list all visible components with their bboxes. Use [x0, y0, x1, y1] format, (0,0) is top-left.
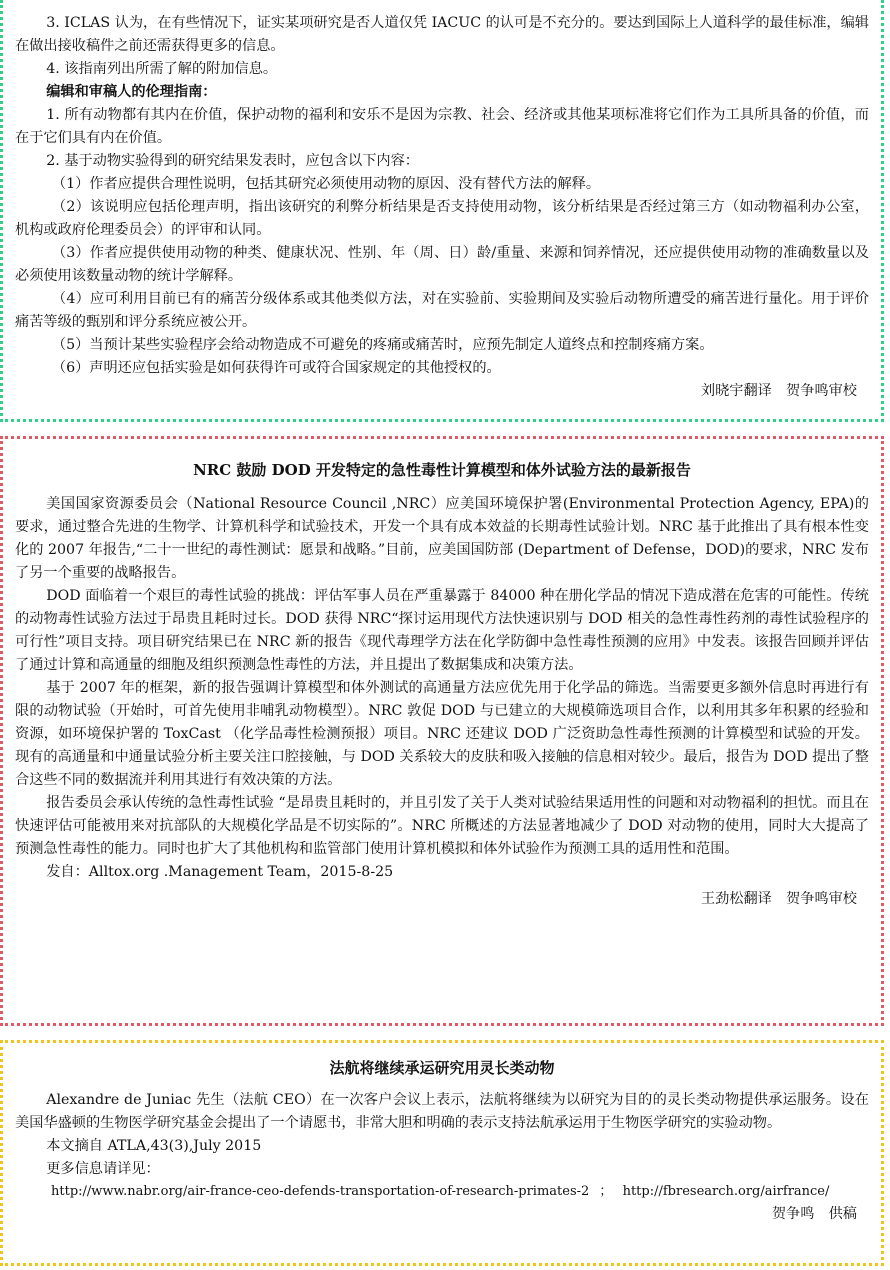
- paragraph-dod-challenge: DOD 面临着一个艰巨的毒性试验的挑战：评估军事人员在严重暴露于 84000 种在册化学品的情况下造成潜在危害的可能性。传统的动物毒性试验方法过于昂贵且耗时过长。DOD 获得 NRC“探讨运用现代方法快速识别与 DOD 相关的急性毒性药剂的毒性试验程序的可行性”项目支持。项目研究结果已在 NRC 新的报告《现代毒理学方法在化学防御中急性毒性预测的应用》中发表。该报告回顾并评估了通过计算和高通量的细胞及组织预测急性毒性的方法，并且提出了数据集成和决策方法。: [15, 588, 869, 673]
- nrc-report-section: [0, 436, 884, 1026]
- paragraph-framework: 基于 2007 年的框架，新的报告强调计算模型和体外测试的高通量方法应优先用于化学品的筛选。当需要更多额外信息时再进行有限的动物试验（开始时，可首先使用非哺乳动物模型）。NRC 敦促 DOD 与已建立的大规模筛选项目合作，以利用其多年积累的经验和资源，如环境保护署的 ToxCast （化学品毒性检测预报）项目。NRC 还建议 DOD 广泛资助急性毒性预测的计算模型和试验的开发。现有的高通量和中通量试验分析主要关注口腔接触，与 DOD 关系较大的皮肤和吸入接触的信息相对较少。最后，报告为 DOD 提出了整合这些不同的数据流并利用其进行有效决策的方法。: [15, 680, 869, 788]
- list-item: （4）应可利用目前已有的痛苦分级体系或其他类似方法，对在实验前、实验期间及实验后动物所遭受的痛苦进行量化。用于评价痛苦等级的甄别和评分系统应被公开。: [15, 291, 869, 330]
- air-france-section: [0, 1040, 884, 1266]
- list-item: （2）该说明应包括伦理声明，指出该研究的利弊分析结果是否支持使用动物，该分析结果是否经过第三方（如动物福利办公室，机构或政府伦理委员会）的评审和认同。: [15, 199, 869, 238]
- source-line: 发自：Alltox.org .Management Team，2015-8-25: [46, 864, 394, 880]
- translator-credit: 王劲松翻译 贺争鸣审校: [700, 891, 857, 907]
- paragraph-intrinsic-value: 1. 所有动物都有其内在价值，保护动物的福利和安乐不是因为宗教、社会、经济或其他某项标准将它们作为工具所具备的价值，而在于它们具有内在价值。: [15, 107, 869, 146]
- contributor-credit: 贺争鸣 供稿: [771, 1206, 857, 1222]
- ethics-guideline-section: [0, 0, 884, 422]
- paragraph-air-france: Alexandre de Juniac 先生（法航 CEO）在一次客户会议上表示，法航将继续为以研究为目的的灵长类动物提供承运服务。设在美国华盛顿的生物医学研究基金会提出了一个请愿书，非常大胆和明确的表示支持法航承运用于生物医学研究的实验动物。: [15, 1092, 869, 1131]
- list-item: （1）作者应提供合理性说明，包括其研究必须使用动物的原因、没有替代方法的解释。: [51, 176, 601, 192]
- link-nabr[interactable]: http://www.nabr.org/air-france-ceo-defends-transportation-of-research-primates-2: [51, 1184, 590, 1199]
- list-item: （3）作者应提供使用动物的种类、健康状况、性别、年（周、日）龄/重量、来源和饲养情况，还应提供使用动物的准确数量以及必须使用该数量动物的统计学解释。: [15, 245, 869, 284]
- list-item: （6）声明还应包括实验是如何获得许可或符合国家规定的其他授权的。: [51, 360, 501, 376]
- paragraph-iclas: 3. ICLAS 认为，在有些情况下，证实某项研究是否人道仅凭 IACUC 的认可是不充分的。要达到国际上人道科学的最佳标准，编辑在做出接收稿件之前还需获得更多的信息。: [15, 15, 869, 54]
- link-separator: ；: [599, 1184, 613, 1199]
- article-title: 法航将继续承运研究用灵长类动物: [329, 1059, 555, 1077]
- more-info-label: 更多信息请详见：: [46, 1161, 160, 1177]
- article-title: NRC 鼓励 DOD 开发特定的急性毒性计算模型和体外试验方法的最新报告: [193, 461, 691, 479]
- list-item: （5）当预计某些实验程序会给动物造成不可避免的疼痛或痛苦时，应预先制定人道终点和控制疼痛方案。: [51, 337, 714, 353]
- url-line: [15, 1181, 869, 1203]
- source-line: 本文摘自 ATLA,43(3),July 2015: [46, 1138, 262, 1154]
- paragraph-guideline-list: 4. 该指南列出所需了解的附加信息。: [46, 61, 278, 77]
- paragraph-committee: 报告委员会承认传统的急性毒性试验 “是昂贵且耗时的，并且引发了关于人类对试验结果适用性的问题和对动物福利的担忧。而且在快速评估可能被用来对抗部队的大规模化学品是不切实际的”。NRC 所概述的方法显著地减少了 DOD 对动物的使用，同时大大提高了预测急性毒性的能力。同时也扩大了其他机构和监管部门使用计算机模拟和体外试验作为预测工具的适用性和范围。: [15, 795, 869, 857]
- paragraph-nrc-intro: 美国国家资源委员会（National Resource Council ,NRC）应美国环境保护署(Environmental Protection Agency, EPA)的要求，通过整合先进的生物学、计算机科学和试验技术，开发一个具有成本效益的长期毒性试验计划。NRC 基于此推出了具有根本性变化的 2007 年报告,“二十一世纪的毒性测试：愿景和战略。”目前，应美国国防部 (Department of Defense，DOD)的要求，NRC 发布了另一个重要的战略报告。: [15, 496, 869, 581]
- link-fbresearch[interactable]: http://fbresearch.org/airfrance/: [622, 1184, 830, 1199]
- paragraph-publication-content: 2. 基于动物实验得到的研究结果发表时，应包含以下内容：: [46, 153, 419, 169]
- translator-credit: 刘晓宇翻译 贺争鸣审校: [700, 383, 857, 399]
- section-heading: 编辑和审稿人的伦理指南：: [46, 84, 217, 100]
